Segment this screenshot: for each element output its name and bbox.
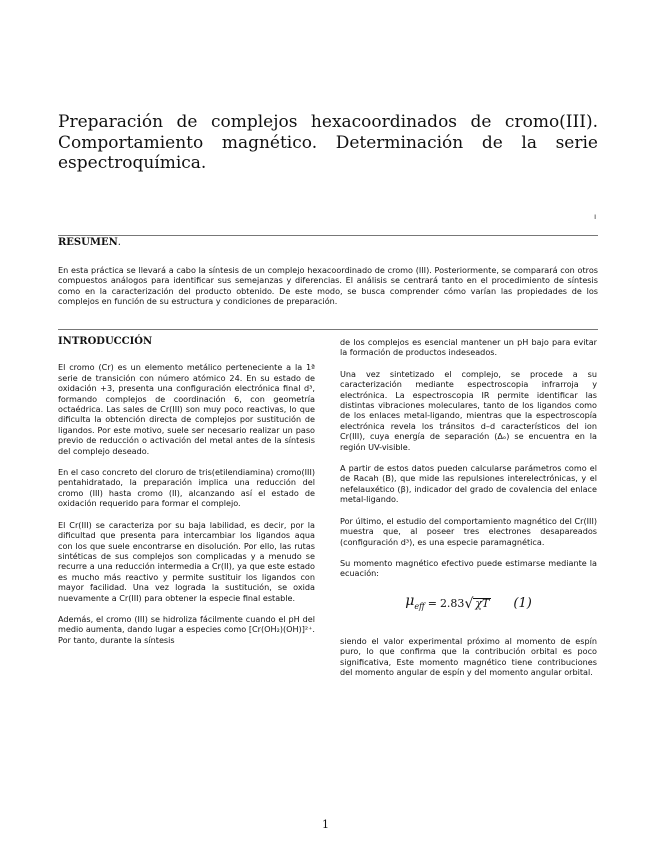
- document-title: Preparación de complejos hexacoordinados de cromo(III). Comportamiento magnético. Determinación de la serie espectroquímica.: [58, 112, 598, 173]
- abstract-text: En esta práctica se llevará a cabo la síntesis de un complejo hexacoordinado de cromo (III). Posteriormente, se comparará con otros compuestos análogos para identificar sus semejanzas y diferencias. El análisis se centrará tanto en el procedimiento de síntesis como en la caracterización del producto obtenido. De este modo, se busca comprender cómo varían las propiedades de los complejos en función de su estructura y condiciones de preparación.: [58, 265, 598, 307]
- intro-heading: INTRODUCCIÓN: [58, 336, 153, 347]
- paragraph: Una vez sintetizado el complejo, se procede a su caracterización mediante espectroscopia infrarroja y electrónica. La espectroscopia IR permite identificar las distintas vibraciones moleculares, tanto de los ligandos como de los enlaces metal-ligando, mientras que la espectroscopía electrónica revela los tránsitos d–d característicos del ion Cr(III), cuya energía de separación (Δₒ) se encuentra en la región UV-visible.: [340, 368, 597, 452]
- equation-radicand: χT: [475, 597, 490, 611]
- column-right: [340, 337, 597, 688]
- resumen-heading-label: RESUMEN: [58, 237, 118, 248]
- divider-bottom: [58, 329, 598, 330]
- divider-top: [58, 235, 598, 236]
- paragraph: siendo el valor experimental próximo al momento de espín puro, lo que confirma que la contribución orbital es poco significativa, Este momento magnético tiene contribuciones del momento angular de espín y del momento angular orbital.: [340, 635, 597, 677]
- equation-number: (1): [513, 595, 532, 611]
- paragraph: A partir de estos datos pueden calcularse parámetros como el de Racah (B), que mide las repulsiones interelectrónicas, y el nefelauxético (β), indicador del grado de covalencia del enlace metal-ligando.: [340, 463, 597, 505]
- equation-coefficient: 2.83: [439, 596, 465, 610]
- paragraph: de los complejos es esencial mantener un pH bajo para evitar la formación de productos indeseados.: [340, 337, 597, 358]
- paragraph: El cromo (Cr) es un elemento metálico perteneciente a la 1ª serie de transición con número atómico 24. En su estado de oxidación +3, presenta una configuración electrónica final d³, formando complejos de coordinación 6, con geometría octaédrica. Las sales de Cr(III) son muy poco reactivas, lo que dificulta la obtención directa de complejos por sustitución de ligandos. Por este motivo, suele ser necesario realizar un paso previo de reducción o activación del metal antes de la síntesis del complejo deseado.: [58, 362, 315, 456]
- equation-equals: =: [427, 596, 437, 610]
- magnetic-moment-equation: [340, 590, 597, 618]
- corner-mark: ı: [594, 212, 597, 221]
- equation-mu: [405, 592, 425, 612]
- paragraph: Por último, el estudio del comportamiento magnético del Cr(III) muestra que, al poseer tres electrones desapareados (configuración d³), es una especie paramagnética.: [340, 515, 597, 547]
- paragraph: El Cr(III) se caracteriza por su baja labilidad, es decir, por la dificultad que presenta para intercambiar los ligandos aqua con los que suele encontrarse en disolución. Por ello, las rutas sintéticas de sus complejos son complicadas y a menudo se recurre a una reducción intermedia a Cr(II), ya que este estado es mucho más reactivo y permite sustituir los ligandos con mayor facilidad. Una vez lograda la sustitución, se oxida nuevamente a Cr(III) para obtener la especie final estable.: [58, 519, 315, 603]
- resumen-heading: [58, 237, 121, 248]
- page-number: 1: [322, 818, 329, 831]
- equation-symbol: μ: [405, 592, 415, 609]
- paragraph: Además, el cromo (III) se hidroliza fácilmente cuando el pH del medio aumenta, dando lugar a especies como [Cr(OH₂)(OH)]²⁺. Por tanto, durante la síntesis: [58, 613, 315, 645]
- equation-radical: √: [464, 595, 474, 612]
- paragraph: En el caso concreto del cloruro de tris(etilendiamina) cromo(III) pentahidratado, la preparación implica una reducción del cromo (III) hasta cromo (II), alcanzando así el estado de oxidación requerido para formar el complejo.: [58, 467, 315, 509]
- resumen-heading-punct: .: [117, 237, 121, 248]
- paragraph: Su momento magnético efectivo puede estimarse mediante la ecuación:: [340, 557, 597, 579]
- equation-subscript: eff: [414, 601, 425, 611]
- column-left: [58, 337, 315, 656]
